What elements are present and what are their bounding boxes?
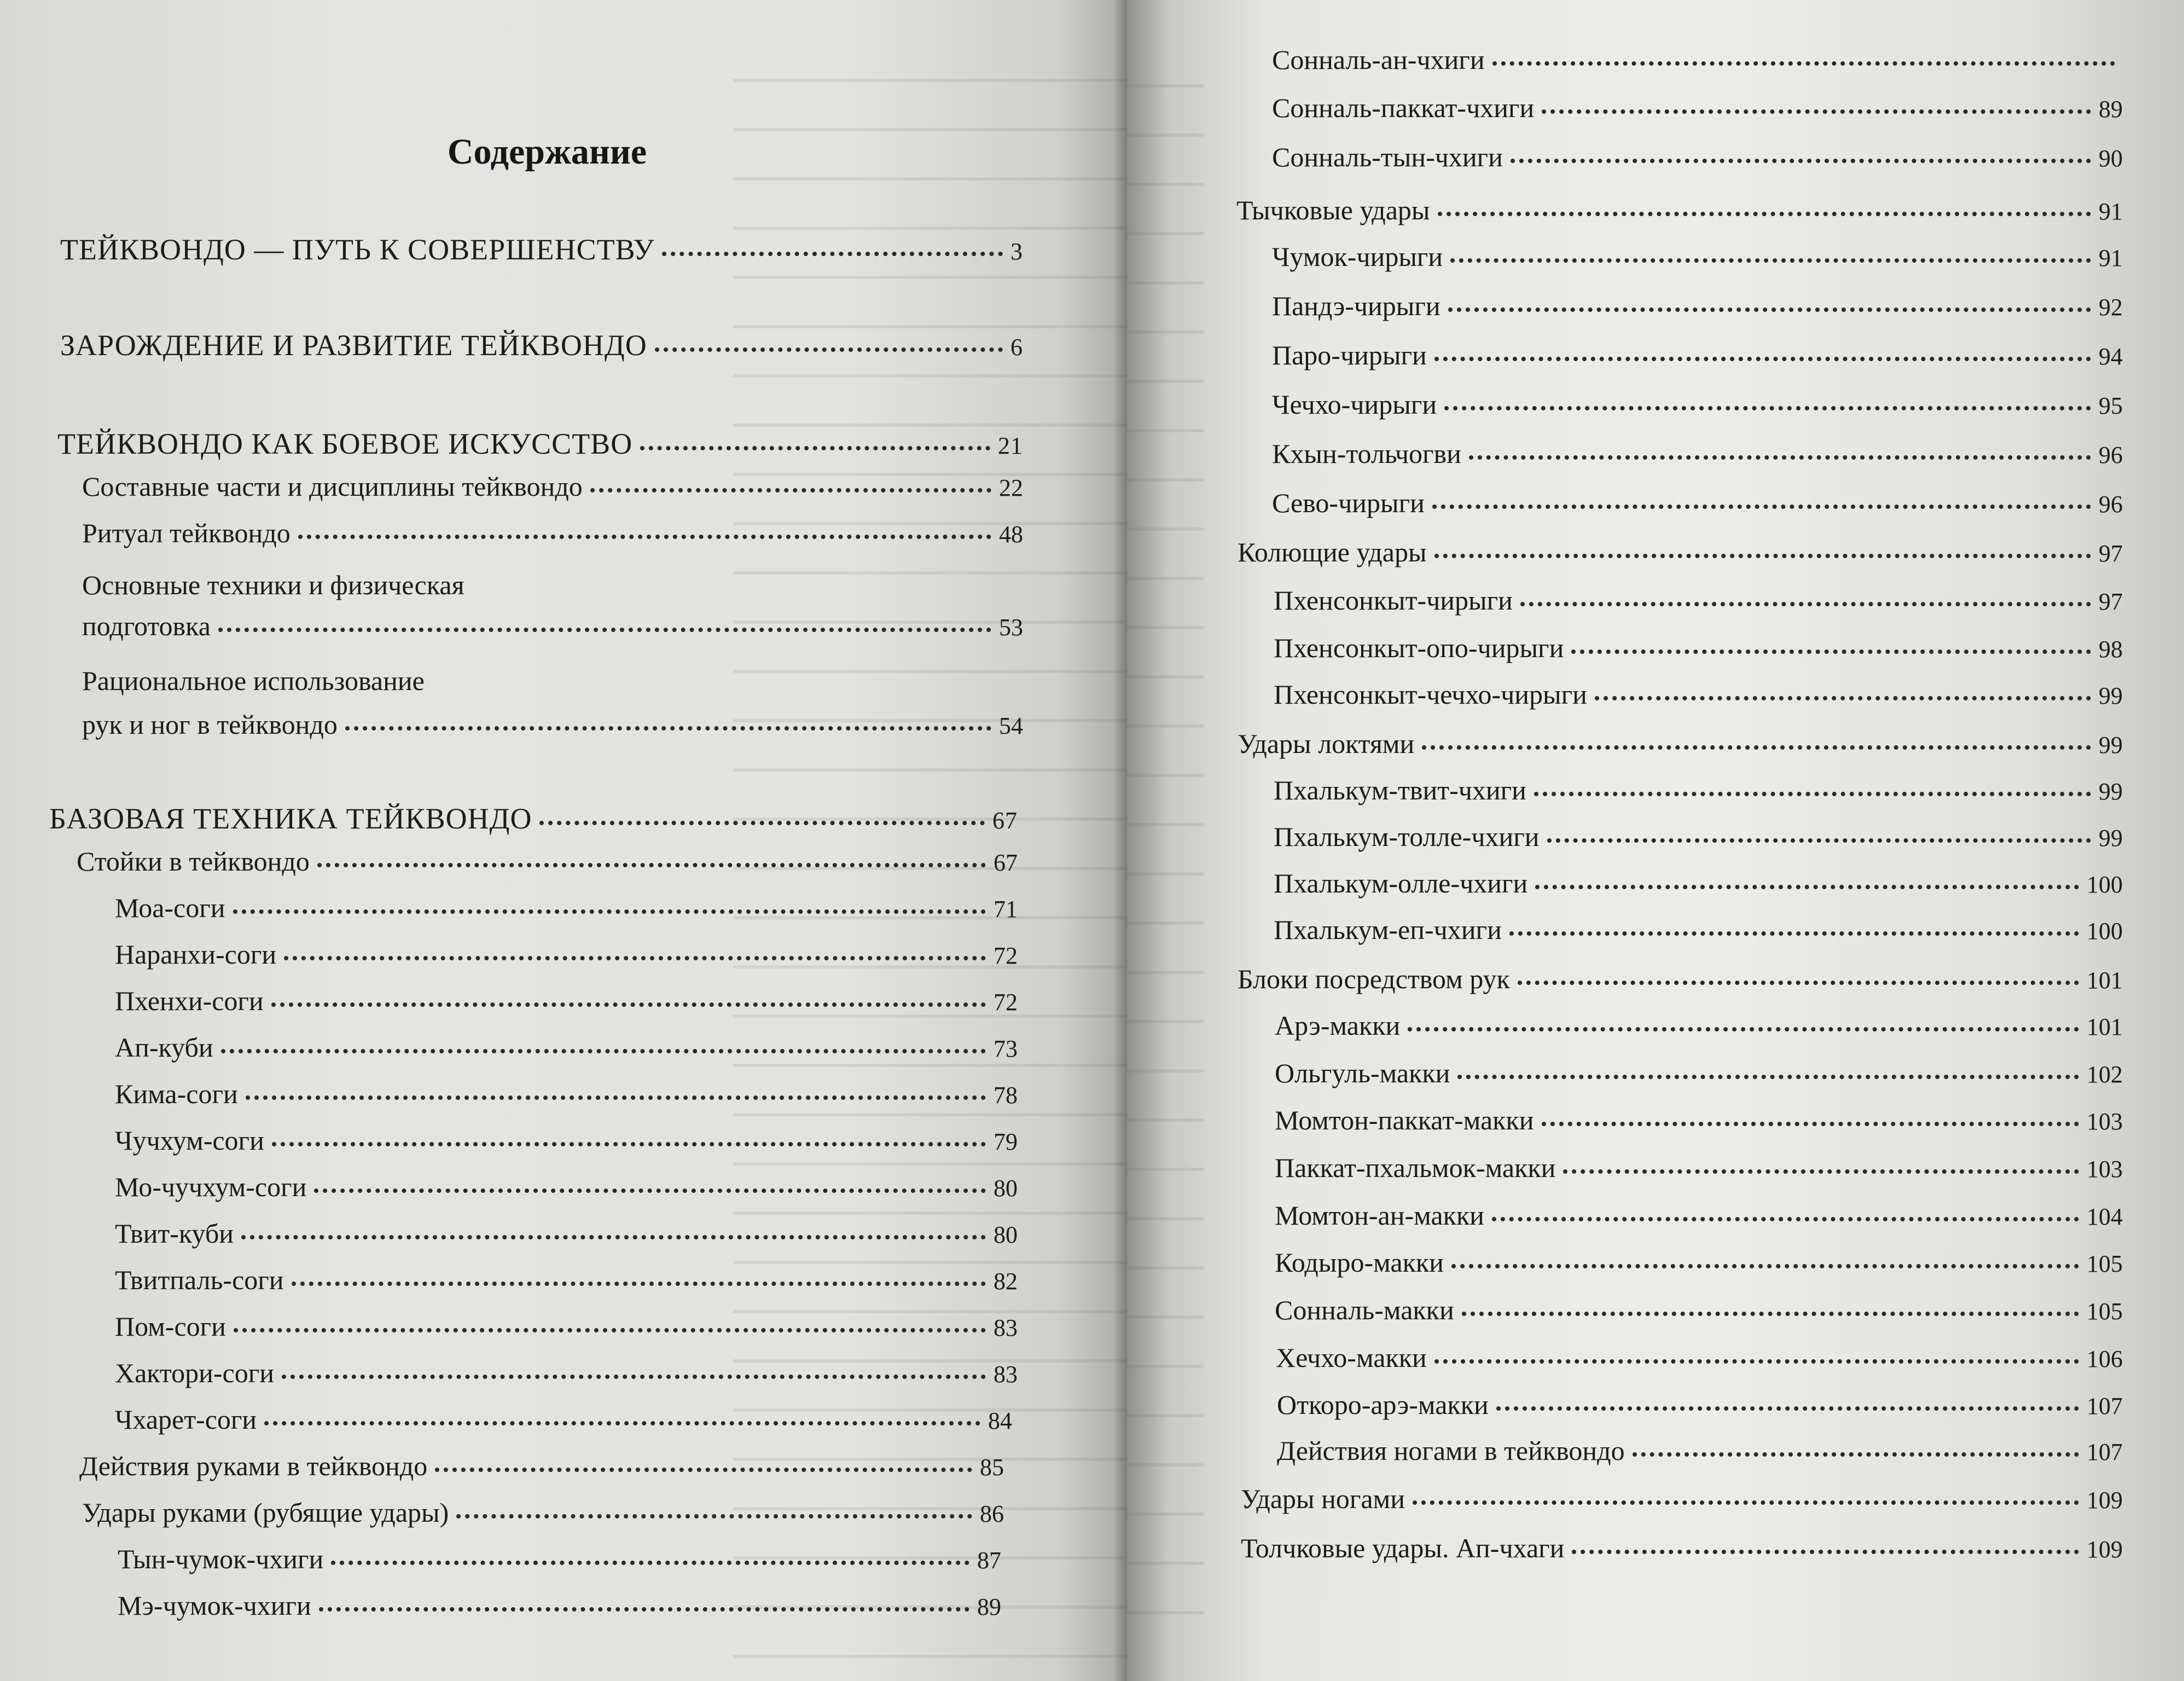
- toc-entry[interactable]: [60, 233, 1023, 266]
- leader-dots: [292, 1282, 986, 1286]
- leader-dots: [1448, 308, 2091, 312]
- toc-page-number: 21: [998, 432, 1023, 459]
- leader-dots: [456, 1514, 972, 1518]
- leader-dots: [1432, 505, 2091, 509]
- toc-entry[interactable]: [79, 1450, 1004, 1482]
- toc-page-number: 103: [2087, 1108, 2123, 1135]
- toc-entry-label: подготовка: [82, 611, 211, 641]
- toc-entry-label: Чечхо-чирыги: [1272, 389, 1437, 420]
- leader-dots: [1518, 981, 2079, 985]
- leader-dots: [435, 1468, 972, 1472]
- toc-entry[interactable]: [1275, 1010, 2123, 1041]
- leader-dots: [221, 1049, 986, 1053]
- toc-entry-label: Пхенсонкыт-опо-чирыги: [1274, 633, 1564, 663]
- toc-entry-label: Мо-чучхум-соги: [115, 1172, 307, 1202]
- toc-entry[interactable]: [115, 1171, 1018, 1203]
- toc-page-number: 80: [994, 1175, 1018, 1202]
- toc-entry[interactable]: [82, 709, 1023, 740]
- toc-page-number: 105: [2087, 1298, 2123, 1325]
- toc-page-number: 107: [2087, 1393, 2123, 1419]
- toc-entry[interactable]: [1272, 487, 2123, 519]
- leader-dots: [1547, 838, 2092, 843]
- toc-entry-label: Сонналь-ан-чхиги: [1272, 44, 1485, 75]
- toc-entry[interactable]: [1275, 1199, 2123, 1231]
- toc-page-number: 72: [994, 942, 1018, 969]
- toc-page-number: 103: [2087, 1156, 2123, 1183]
- toc-entry-label: Наранхи-соги: [115, 939, 277, 970]
- toc-entry[interactable]: [115, 1357, 1018, 1389]
- toc-entry[interactable]: [1275, 1104, 2123, 1136]
- toc-entry-label: ТЕЙКВОНДО — ПУТЬ К СОВЕРШЕНСТВУ: [60, 233, 655, 266]
- leader-dots: [317, 863, 986, 867]
- leader-dots: [1511, 159, 2091, 163]
- leader-dots: [1571, 650, 2091, 654]
- leader-dots: [345, 726, 991, 731]
- toc-page-number: 71: [994, 896, 1018, 923]
- toc-page-number: 96: [2099, 491, 2123, 518]
- toc-entry-label: Удары локтями: [1238, 728, 1415, 759]
- toc-page-number: 53: [999, 614, 1023, 641]
- toc-entry[interactable]: [1277, 1435, 2123, 1466]
- toc-entry-label: Пхалькум-толле-чхиги: [1274, 821, 1540, 852]
- leader-dots: [1509, 931, 2079, 936]
- toc-entry[interactable]: [1274, 914, 2123, 946]
- toc-entry-label: Ритуал тейквондо: [82, 518, 291, 548]
- leader-dots: [1451, 1264, 2079, 1268]
- leader-dots: [234, 1328, 986, 1332]
- toc-entry-label: Действия руками в тейквондо: [79, 1451, 428, 1481]
- toc-page-number: 97: [2099, 588, 2123, 615]
- toc-entry-label: БАЗОВАЯ ТЕХНИКА ТЕЙКВОНДО: [49, 802, 532, 835]
- toc-page-number: 99: [2099, 825, 2123, 851]
- toc-page-number: 22: [999, 474, 1023, 501]
- toc-entry[interactable]: [77, 845, 1018, 877]
- toc-entry-label: Блоки посредством рук: [1238, 964, 1510, 994]
- toc-entry-label: Пхенхи-соги: [115, 986, 264, 1016]
- leader-dots: [1492, 1217, 2079, 1221]
- leader-dots: [539, 821, 985, 825]
- toc-entry-label: Чумок-чирыги: [1272, 241, 1443, 272]
- toc-entry[interactable]: [82, 610, 1023, 642]
- toc-entry-label: Тын-чумок-чхиги: [118, 1544, 324, 1574]
- leader-dots: [1457, 1075, 2079, 1079]
- leader-dots: [1434, 357, 2091, 361]
- toc-page-number: 109: [2087, 1536, 2123, 1563]
- toc-page-number: 105: [2087, 1250, 2123, 1277]
- leader-dots: [314, 1189, 986, 1193]
- toc-page-number: 89: [2099, 96, 2123, 123]
- leader-dots: [1469, 455, 2091, 460]
- toc-entry-label: Сонналь-паккат-чхиги: [1272, 92, 1535, 123]
- toc-entry[interactable]: [1238, 728, 2123, 760]
- leader-dots: [1563, 1169, 2079, 1174]
- toc-entry-label: Момтон-ан-макки: [1275, 1200, 1484, 1231]
- leader-dots: [271, 1002, 986, 1007]
- toc-entry[interactable]: [49, 802, 1018, 836]
- leader-dots: [272, 1142, 986, 1146]
- toc-entry[interactable]: [1272, 92, 2123, 124]
- leader-dots: [1595, 696, 2091, 700]
- leader-dots: [1444, 406, 2091, 410]
- toc-entry[interactable]: [118, 1590, 1001, 1621]
- toc-entry-label: Паро-чирыги: [1272, 340, 1427, 370]
- toc-entry[interactable]: [1274, 774, 2123, 806]
- toc-entry-label: Откоро-арэ-макки: [1277, 1389, 1489, 1420]
- leader-dots: [1542, 1122, 2079, 1126]
- toc-page-number: 87: [977, 1547, 1001, 1574]
- toc-entry-label: Пхалькум-еп-чхиги: [1274, 914, 1502, 945]
- toc-entry[interactable]: [115, 985, 1018, 1017]
- toc-entry-label: Хактори-соги: [115, 1358, 274, 1388]
- toc-entry-label: Удары ногами: [1241, 1483, 1405, 1514]
- toc-entry[interactable]: [1272, 339, 2123, 371]
- leader-dots: [640, 446, 990, 450]
- toc-entry[interactable]: [1238, 963, 2123, 995]
- toc-page-number: 67: [992, 807, 1018, 834]
- toc-page-number: 72: [994, 989, 1018, 1016]
- leader-dots: [1542, 109, 2091, 114]
- toc-page-number: 91: [2099, 245, 2123, 271]
- toc-entry[interactable]: [1274, 584, 2123, 616]
- toc-entry[interactable]: [1274, 632, 2123, 664]
- toc-page-number: 92: [2099, 294, 2123, 321]
- leader-dots: [655, 347, 1003, 352]
- toc-entry-label: Сонналь-макки: [1275, 1295, 1454, 1325]
- toc-entry-label: Ольгуль-макки: [1275, 1058, 1450, 1088]
- toc-entry[interactable]: [1272, 438, 2123, 469]
- toc-page-number: 54: [999, 712, 1023, 739]
- toc-entry[interactable]: [1272, 44, 2123, 76]
- toc-page-number: 83: [994, 1314, 1018, 1341]
- leader-dots: [662, 252, 1003, 256]
- toc-entry[interactable]: [115, 1404, 1012, 1435]
- toc-page-number: 102: [2087, 1061, 2123, 1088]
- toc-page-number: 3: [1010, 238, 1023, 265]
- toc-entry-label: Толчковые удары. Ап-чхаги: [1241, 1533, 1565, 1563]
- toc-entry-label: Кодыро-макки: [1275, 1247, 1444, 1278]
- toc-entry-label: Кима-соги: [115, 1079, 238, 1109]
- toc-entry[interactable]: [1275, 1247, 2123, 1278]
- leader-dots: [1633, 1452, 2079, 1457]
- toc-page-number: 84: [988, 1407, 1012, 1434]
- toc-entry[interactable]: [1275, 1152, 2123, 1184]
- toc-page-number: 89: [977, 1593, 1001, 1620]
- toc-entry-label: Сонналь-тын-чхиги: [1272, 142, 1503, 172]
- leader-dots: [319, 1607, 969, 1612]
- leader-dots: [218, 628, 991, 632]
- toc-entry[interactable]: [115, 1218, 1018, 1249]
- toc-page-number: 109: [2087, 1487, 2123, 1514]
- toc-entry[interactable]: [82, 1497, 1004, 1528]
- toc-entry[interactable]: [1236, 194, 2123, 226]
- toc-entry-label: Тычковые удары: [1236, 195, 1430, 225]
- toc-entry-label: рук и ног в тейквондо: [82, 709, 338, 740]
- toc-page-number: 94: [2099, 343, 2123, 370]
- toc-entry-label: Твит-куби: [115, 1218, 234, 1249]
- toc-entry-label: Пом-соги: [115, 1311, 226, 1342]
- toc-entry-label: Пхенсонкыт-чирыги: [1274, 585, 1513, 616]
- toc-page-number: 91: [2099, 198, 2123, 225]
- leader-dots: [1438, 212, 2091, 216]
- leader-dots: [1434, 1359, 2079, 1364]
- toc-entry[interactable]: [115, 892, 1018, 924]
- toc-entry[interactable]: [60, 328, 1023, 362]
- toc-page-number: 83: [994, 1361, 1018, 1388]
- toc-entry[interactable]: [1238, 536, 2123, 568]
- leader-dots: [1450, 258, 2091, 263]
- toc-page-number: 90: [2099, 145, 2123, 172]
- leader-dots: [284, 956, 986, 960]
- leader-dots: [246, 1095, 986, 1100]
- toc-entry-label: Пхалькум-олле-чхиги: [1274, 868, 1528, 899]
- leader-dots: [282, 1375, 986, 1379]
- toc-page-number: 79: [994, 1128, 1018, 1155]
- toc-page-number: 100: [2087, 871, 2123, 898]
- leader-dots: [1434, 554, 2091, 558]
- show-through-text: [1127, 38, 1225, 1625]
- toc-page-number: 78: [994, 1082, 1018, 1109]
- leader-dots: [1572, 1550, 2079, 1554]
- toc-entry-label: ЗАРОЖДЕНИЕ И РАЗВИТИЕ ТЕЙКВОНДО: [60, 329, 647, 362]
- toc-entry[interactable]: [1276, 1342, 2123, 1373]
- leader-dots: [233, 909, 986, 914]
- toc-page-number: 85: [980, 1454, 1004, 1481]
- toc-entry-label: Чхарет-соги: [115, 1404, 257, 1435]
- toc-page-number: 67: [994, 849, 1018, 876]
- toc-entry[interactable]: [1272, 141, 2123, 173]
- toc-entry[interactable]: [115, 1078, 1018, 1110]
- leader-dots: [590, 488, 991, 492]
- leader-dots: [1422, 745, 2091, 750]
- toc-entry-label: Моа-соги: [115, 892, 225, 923]
- toc-page-number: 104: [2087, 1203, 2123, 1230]
- toc-entry[interactable]: [115, 1124, 1018, 1156]
- leader-dots: [1534, 792, 2091, 796]
- toc-entry[interactable]: [1272, 290, 2123, 322]
- toc-entry[interactable]: [1275, 1057, 2123, 1089]
- toc-entry[interactable]: [57, 427, 1023, 461]
- toc-entry[interactable]: [1274, 867, 2123, 899]
- toc-page-number: 106: [2087, 1346, 2123, 1372]
- toc-entry-label: Чучхум-соги: [115, 1125, 264, 1156]
- toc-entry-label: Хечхо-макки: [1276, 1342, 1427, 1373]
- toc-entry-label: Основные техники и физическая: [82, 570, 464, 600]
- toc-entry[interactable]: [115, 938, 1018, 970]
- toc-title: Содержание: [447, 132, 647, 172]
- leader-dots: [298, 535, 991, 539]
- toc-page-number: 101: [2087, 967, 2123, 994]
- toc-entry[interactable]: [1275, 1294, 2123, 1326]
- toc-page-number: 86: [980, 1500, 1004, 1527]
- toc-entry[interactable]: [82, 517, 1023, 549]
- leader-dots: [241, 1235, 986, 1239]
- toc-entry-label: Стойки в тейквондо: [77, 846, 310, 877]
- toc-entry[interactable]: [1274, 679, 2123, 710]
- toc-entry-label: Момтон-паккат-макки: [1275, 1105, 1534, 1135]
- toc-entry-label: Пандэ-чирыги: [1272, 291, 1440, 321]
- toc-entry-label: Сево-чирыги: [1272, 488, 1425, 518]
- toc-page-number: 107: [2087, 1439, 2123, 1465]
- toc-page-number: 101: [2087, 1013, 2123, 1040]
- toc-entry[interactable]: [1274, 821, 2123, 853]
- toc-entry-label: Составные части и дисциплины тейквондо: [82, 471, 583, 502]
- leader-dots: [1408, 1027, 2079, 1031]
- toc-entry-label: Ап-куби: [115, 1032, 213, 1063]
- toc-page-number: 99: [2099, 732, 2123, 758]
- toc-entry[interactable]: [1272, 389, 2123, 420]
- toc-entry[interactable]: [115, 1264, 1018, 1296]
- toc-page-number: 97: [2099, 540, 2123, 567]
- toc-entry[interactable]: [115, 1311, 1018, 1342]
- toc-entry-label: ТЕЙКВОНДО КАК БОЕВОЕ ИСКУССТВО: [57, 427, 633, 460]
- toc-entry[interactable]: [1277, 1389, 2123, 1421]
- toc-page-number: 73: [994, 1035, 1018, 1062]
- toc-entry[interactable]: [1241, 1483, 2123, 1515]
- toc-entry-label: Мэ-чумок-чхиги: [118, 1590, 311, 1621]
- toc-entry[interactable]: [115, 1031, 1018, 1063]
- toc-entry-label: Арэ-макки: [1275, 1010, 1401, 1041]
- toc-entry-label: Кхын-тольчогви: [1272, 438, 1461, 469]
- toc-page-number: 80: [994, 1221, 1018, 1248]
- toc-entry[interactable]: [82, 471, 1023, 502]
- toc-entry[interactable]: [1272, 241, 2123, 273]
- toc-page-number: 99: [2099, 682, 2123, 709]
- toc-entry-label: Пхалькум-твит-чхиги: [1274, 775, 1526, 805]
- toc-page-number: 95: [2099, 392, 2123, 419]
- toc-page-number: 98: [2099, 636, 2123, 663]
- leader-dots: [1462, 1312, 2079, 1316]
- leader-dots: [1520, 602, 2091, 606]
- toc-entry-label: Рациональное использование: [82, 665, 425, 696]
- toc-entry[interactable]: [1241, 1532, 2123, 1564]
- toc-page-number: 96: [2099, 442, 2123, 468]
- toc-page-number: 99: [2099, 778, 2123, 805]
- toc-entry-label: Пхенсонкыт-чечхо-чирыги: [1274, 679, 1587, 710]
- leader-dots: [1535, 885, 2079, 889]
- leader-dots: [331, 1561, 969, 1565]
- leader-dots: [264, 1421, 980, 1425]
- toc-page-number: 6: [1010, 334, 1023, 361]
- leader-dots: [1413, 1500, 2079, 1505]
- toc-page-number: 82: [994, 1268, 1018, 1295]
- toc-entry[interactable]: [118, 1543, 1001, 1575]
- toc-entry-label: Колющие удары: [1238, 537, 1427, 567]
- toc-entry-label: Удары руками (рубящие удары): [82, 1497, 449, 1528]
- toc-page-number: 100: [2087, 918, 2123, 944]
- leader-dots: [1492, 61, 2115, 66]
- toc-entry-label: Паккат-пхальмок-макки: [1275, 1152, 1556, 1183]
- toc-entry-label: Твитпаль-соги: [115, 1265, 284, 1295]
- toc-page-number: 48: [999, 521, 1023, 548]
- toc-entry-label: Действия ногами в тейквондо: [1277, 1435, 1625, 1466]
- leader-dots: [1496, 1406, 2079, 1411]
